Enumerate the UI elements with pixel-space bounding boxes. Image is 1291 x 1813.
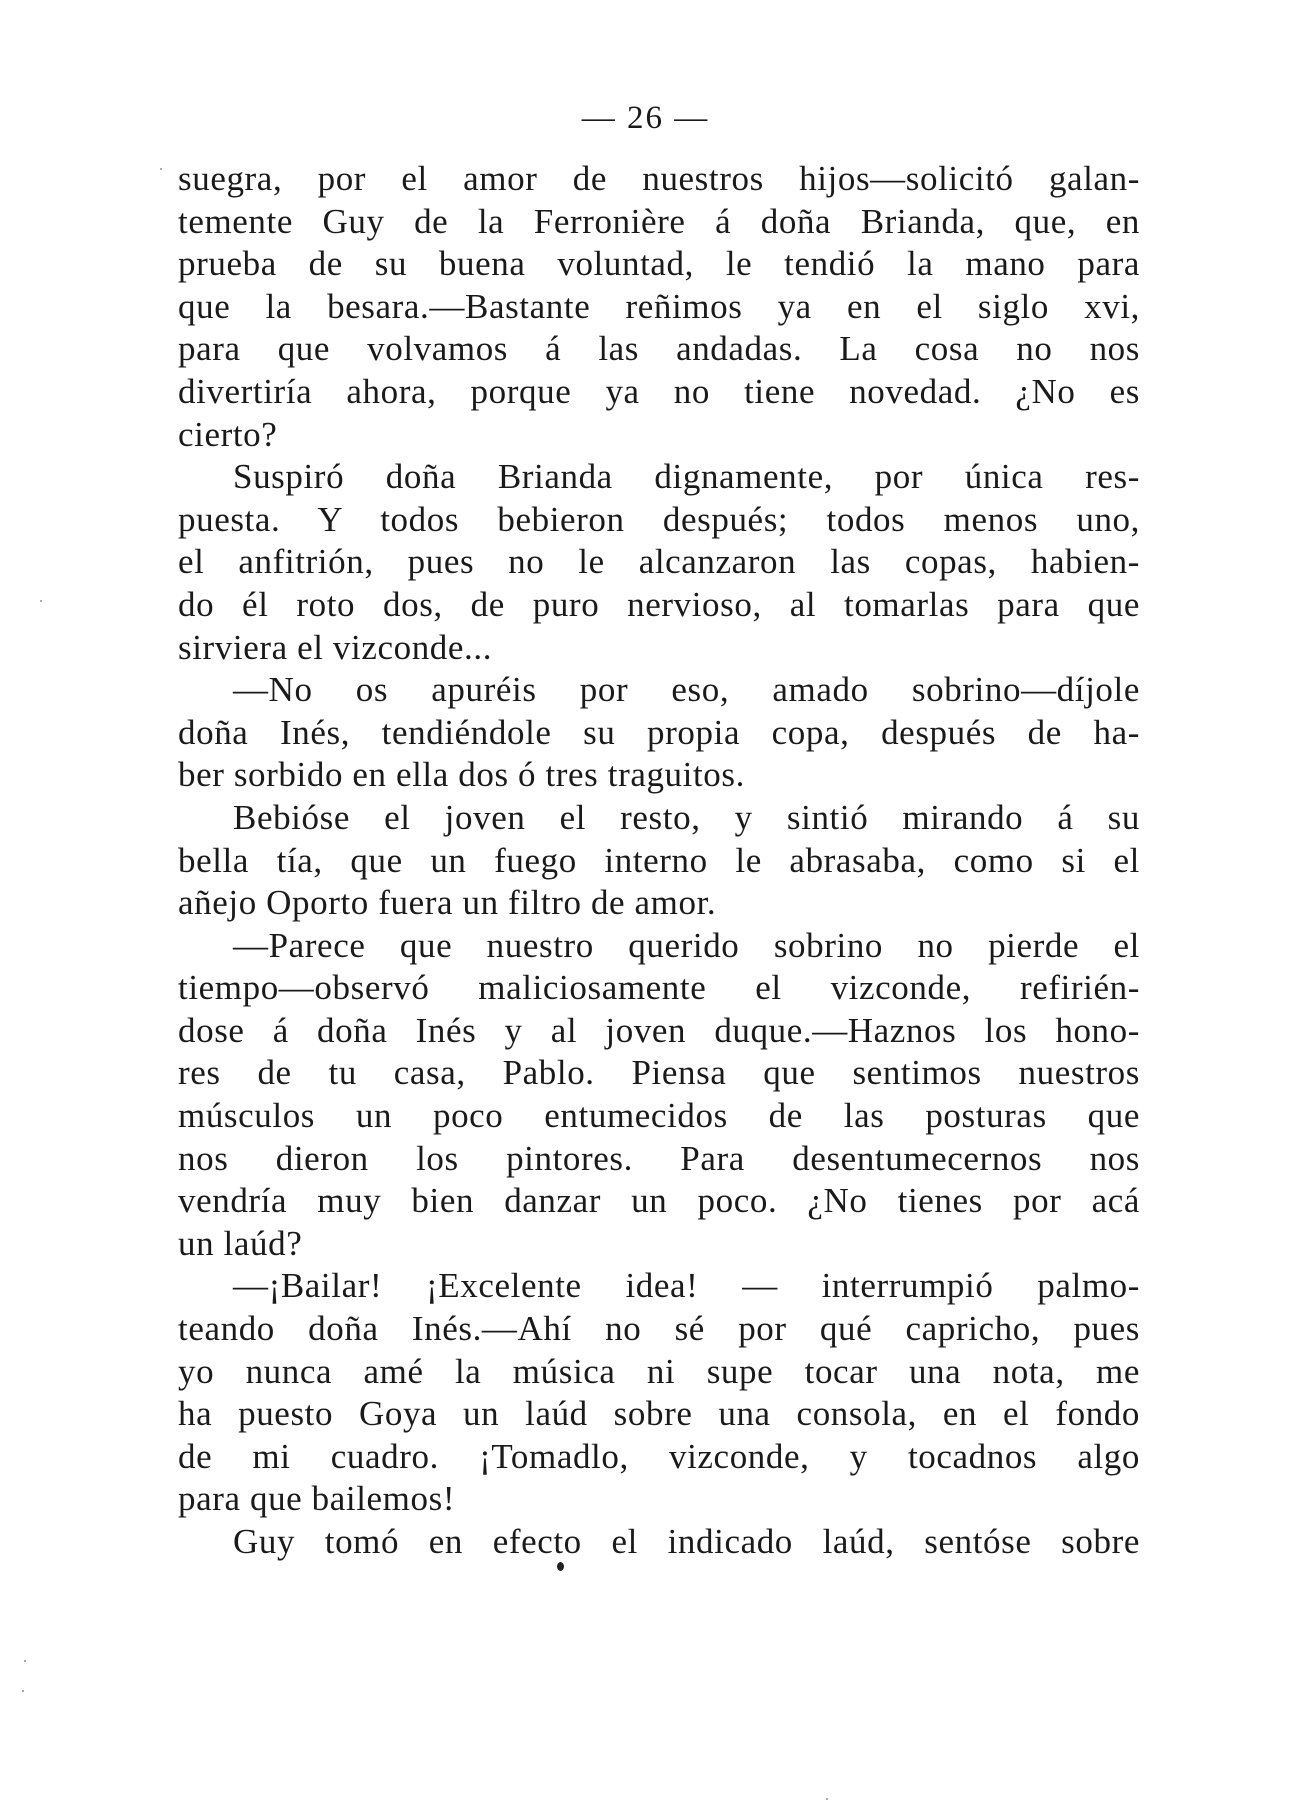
text-line: que la besara.—Bastante reñimos ya en el siglo xvi, [178, 286, 1140, 326]
text-line: suegra, por el amor de nuestros hijos—solicitó galan- [178, 159, 1140, 198]
text-line: teando doña Inés.—Ahí no sé por qué capricho, pues [178, 1309, 1140, 1349]
text-line: yo nunca amé la música ni supe tocar una nota, me [178, 1351, 1140, 1391]
text-line: —¡Bailar! ¡Excelente idea! — interrumpió palmo- [233, 1266, 1140, 1306]
text-line: —No os apuréis por eso, amado sobrino—díjole [233, 670, 1140, 710]
text-line: para que bailemos! [178, 1479, 456, 1519]
text-line: bella tía, que un fuego interno le abrasaba, como si el [178, 840, 1140, 880]
text-line: divertiría ahora, porque ya no tiene novedad. ¿No es [178, 371, 1140, 411]
text-line: do él roto dos, de puro nervioso, al tomarlas para que [178, 584, 1140, 624]
text-line: de mi cuadro. ¡Tomadlo, vizconde, y tocadnos algo [178, 1436, 1140, 1476]
text-line: para que volvamos á las andadas. La cosa no nos [178, 329, 1140, 369]
ink-speck [24, 1660, 26, 1662]
text-line: ha puesto Goya un laúd sobre una consola, en el fondo [178, 1394, 1140, 1434]
text-line: temente Guy de la Ferronière á doña Brianda, que, en [178, 201, 1140, 241]
ink-speck [40, 600, 42, 602]
text-line: cierto? [178, 414, 278, 454]
text-line: un laúd? [178, 1223, 303, 1263]
text-line: Bebióse el joven el resto, y sintió mirando á su [233, 797, 1140, 837]
ink-speck [826, 1798, 828, 1800]
text-line: puesta. Y todos bebieron después; todos menos uno, [178, 499, 1140, 539]
text-line: res de tu casa, Pablo. Piensa que sentimos nuestros [178, 1053, 1140, 1093]
text-line: doña Inés, tendiéndole su propia copa, después de ha- [178, 712, 1140, 752]
text-line: nos dieron los pintores. Para desentumecernos nos [178, 1138, 1140, 1178]
text-line: ber sorbido en ella dos ó tres traguitos. [178, 755, 745, 795]
text-line: el anfitrión, pues no le alcanzaron las copas, habien- [178, 542, 1140, 582]
text-line: dose á doña Inés y al joven duque.—Haznos los hono- [178, 1010, 1140, 1050]
text-line: —Parece que nuestro querido sobrino no pierde el [233, 925, 1140, 965]
text-line: tiempo—observó maliciosamente el vizconde, refirién- [178, 968, 1140, 1008]
text-line: añejo Oporto fuera un filtro de amor. [178, 883, 717, 923]
text-line: sirviera el vizconde... [178, 627, 493, 667]
body-text [178, 158, 1140, 1564]
text-line: Suspiró doña Brianda dignamente, por única res- [233, 457, 1140, 497]
ink-speck [557, 1562, 564, 1571]
ink-speck [22, 1690, 24, 1692]
text-line: vendría muy bien danzar un poco. ¿No tienes por acá [178, 1181, 1140, 1221]
text-line: Guy tomó en efecto el indicado laúd, sentóse sobre [233, 1522, 1140, 1561]
text-line: prueba de su buena voluntad, le tendió la mano para [178, 244, 1140, 284]
text-line: músculos un poco entumecidos de las posturas que [178, 1096, 1140, 1136]
ink-speck [160, 168, 162, 170]
page-number: — 26 — [581, 100, 710, 136]
